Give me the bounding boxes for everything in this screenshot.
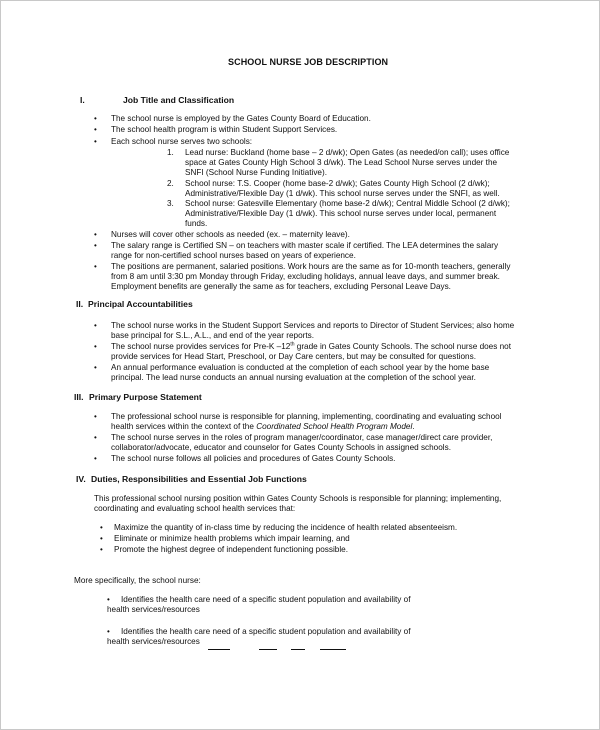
- cutoff-text-fragment: [259, 649, 277, 650]
- more-bullet-1-line-1: Identifies the health care need of a specific student population and availability of: [121, 595, 411, 604]
- s1-item-1-line-3: SNFI (School Nurse Funding Initiative).: [185, 168, 327, 177]
- s3-bullet-3: The school nurse follows all policies and procedures of Gates County Schools.: [111, 454, 396, 463]
- cutoff-text-fragment: [291, 649, 305, 650]
- s2-bullet-2-line-2: provide services for Head Start, Preschool, or Day Care centers, but may be consulted for questions.: [111, 352, 476, 361]
- section-4-numeral: IV.: [76, 474, 86, 484]
- list-number: 1.: [167, 148, 174, 157]
- s2-bullet-1-line-2: base principal for S.L., A.L., and end of the year reports.: [111, 331, 314, 340]
- s1-bullet-6-line-3: Employment benefits are generally the same as for teachers, excluding Personal Leave Days.: [111, 282, 451, 291]
- s1-item-2-line-2: Administrative/Flexible Day (1 d/wk). This school nurse serves under the SNFI, as well.: [185, 189, 500, 198]
- bullet-icon: •: [94, 137, 97, 146]
- bullet-icon: •: [94, 342, 97, 351]
- s1-bullet-5-line-1: The salary range is Certified SN – on teachers with master scale if certified. The LEA determines the salary: [111, 241, 499, 250]
- bullet-icon: •: [94, 454, 97, 463]
- document-title: SCHOOL NURSE JOB DESCRIPTION: [228, 57, 389, 67]
- bullet-icon: •: [94, 262, 97, 271]
- more-bullet-2-line-1: Identifies the health care need of a specific student population and availability of: [121, 627, 411, 636]
- cutoff-text-fragment: [208, 649, 230, 650]
- bullet-icon: •: [107, 595, 110, 604]
- s1-item-3-line-2: Administrative/Flexible Day (1 d/wk). This school nurse serves under local, permanent: [185, 209, 497, 218]
- s1-bullet-3: Each school nurse serves two schools:: [111, 137, 253, 146]
- bullet-icon: •: [94, 433, 97, 442]
- section-3-numeral: III.: [74, 392, 84, 402]
- bullet-icon: •: [94, 363, 97, 372]
- s3-bullet-1-line-2: health services within the context of the Coordinated School Health Program Model.: [111, 422, 415, 431]
- section-4-heading: Duties, Responsibilities and Essential Job Functions: [91, 474, 307, 484]
- more-specifically-lead: More specifically, the school nurse:: [74, 576, 201, 585]
- bullet-icon: •: [94, 321, 97, 330]
- bullet-icon: •: [100, 523, 103, 532]
- list-number: 2.: [167, 179, 174, 188]
- s1-item-3-line-1: School nurse: Gatesville Elementary (home base-2 d/wk); Central Middle School (2 d/wk);: [185, 199, 510, 208]
- s3-bullet-1-line-1: The professional school nurse is responsible for planning, implementing, coordinating and evaluating school: [111, 412, 502, 421]
- s4-bullet-1: Maximize the quantity of in-class time by reducing the incidence of health related absenteeism.: [114, 523, 458, 532]
- s4-intro-line-1: This professional school nursing position within Gates County Schools is responsible for planning; implementing,: [94, 494, 502, 503]
- more-bullet-2-line-2: health services/resources: [107, 637, 200, 646]
- more-bullet-1-line-2: health services/resources: [107, 605, 200, 614]
- s1-bullet-2: The school health program is within Student Support Services.: [111, 125, 338, 134]
- section-3-heading: Primary Purpose Statement: [89, 392, 202, 402]
- bullet-icon: •: [107, 627, 110, 636]
- s2-bullet-3-line-1: An annual performance evaluation is conducted at the completion of each school year by the home base: [111, 363, 490, 372]
- s1-bullet-6-line-1: The positions are permanent, salaried positions. Work hours are the same as for 10-month teachers, generally: [111, 262, 511, 271]
- bullet-icon: •: [94, 241, 97, 250]
- s1-bullet-4: Nurses will cover other schools as needed (ex. – maternity leave).: [111, 230, 350, 239]
- cutoff-text-fragment: [320, 649, 346, 650]
- s2-bullet-1-line-1: The school nurse works in the Student Support Services and reports to Director of Student Services; also home: [111, 321, 515, 330]
- bullet-icon: •: [94, 114, 97, 123]
- s1-item-2-line-1: School nurse: T.S. Cooper (home base-2 d/wk); Gates County High School (2 d/wk);: [185, 179, 490, 188]
- s2-bullet-3-line-2: principal. The lead nurse conducts an annual nursing evaluation at the completion of the school year.: [111, 373, 476, 382]
- s1-item-1-line-1: Lead nurse: Buckland (home base – 2 d/wk); Open Gates (as needed/on call); uses office: [185, 148, 510, 157]
- section-2-numeral: II.: [76, 299, 84, 309]
- s2-bullet-2-line-1: The school nurse provides services for Pre-K –12th grade in Gates County Schools. The school nurse does not: [111, 341, 511, 351]
- list-number: 3.: [167, 199, 174, 208]
- s3-bullet-2-line-2: collaborator/advocate, educator and counselor for Gates County Schools in assigned schools.: [111, 443, 451, 452]
- s4-bullet-2: Eliminate or minimize health problems which impair learning, and: [114, 534, 350, 543]
- s4-intro-line-2: coordinating and evaluating school health services that:: [94, 504, 296, 513]
- s1-item-3-line-3: funds.: [185, 219, 208, 228]
- bullet-icon: •: [94, 230, 97, 239]
- section-1-numeral: I.: [80, 95, 85, 105]
- s1-bullet-6-line-2: from 8 am until 3:30 pm Monday through Friday, excluding holidays, annual leave days, and summer break.: [111, 272, 500, 281]
- s1-bullet-5-line-2: range for non-certified school nurses based on years of experience.: [111, 251, 356, 260]
- s1-item-1-line-2: space at Gates County High School 3 d/wk). The Lead School Nurse serves under the: [185, 158, 498, 167]
- bullet-icon: •: [100, 534, 103, 543]
- section-1-heading: Job Title and Classification: [123, 95, 235, 105]
- bullet-icon: •: [94, 125, 97, 134]
- s3-bullet-2-line-1: The school nurse serves in the roles of program manager/coordinator, case manager/direct care provider,: [111, 433, 493, 442]
- section-2-heading: Principal Accountabilities: [88, 299, 193, 309]
- s1-bullet-1: The school nurse is employed by the Gates County Board of Education.: [111, 114, 371, 123]
- bullet-icon: •: [94, 412, 97, 421]
- s4-bullet-3: Promote the highest degree of independent functioning possible.: [114, 545, 348, 554]
- bullet-icon: •: [100, 545, 103, 554]
